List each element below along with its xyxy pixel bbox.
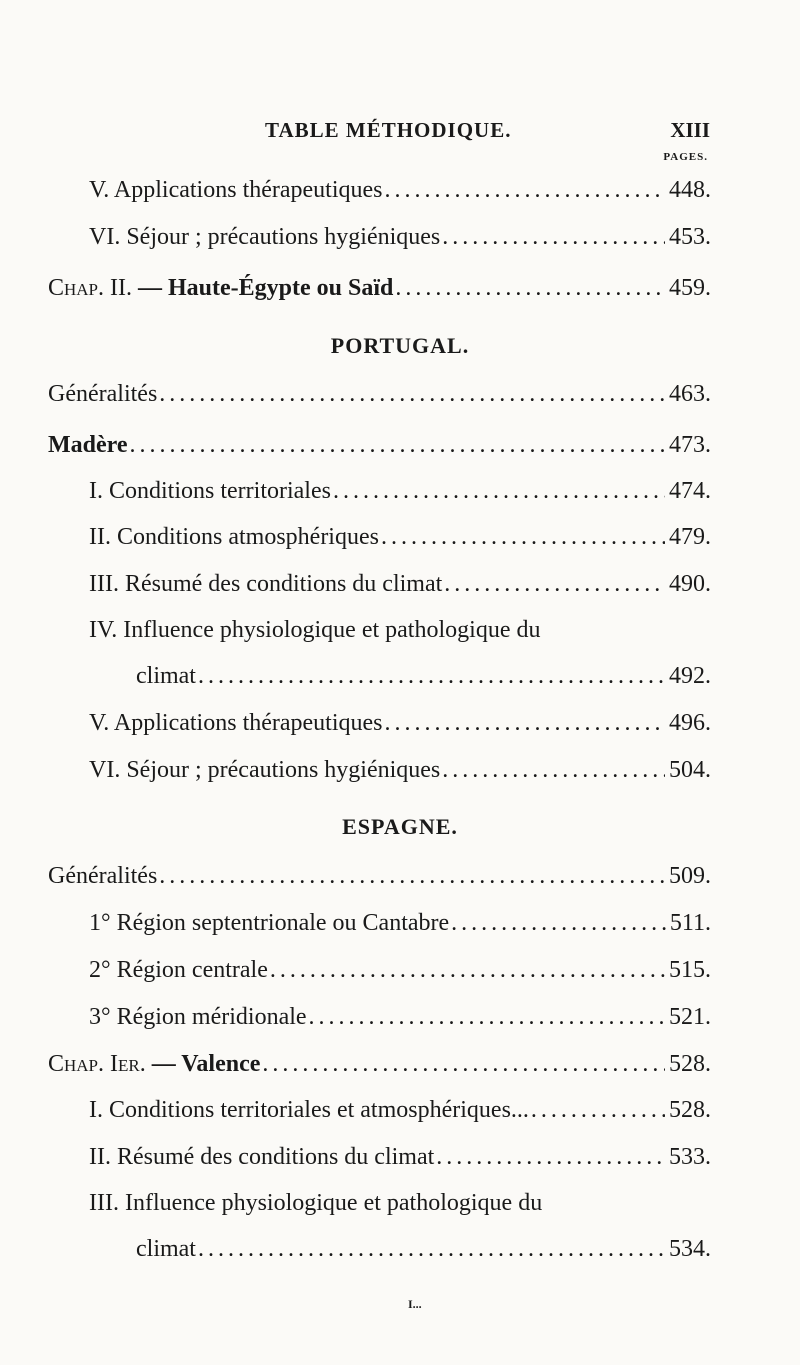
- entry-label: — Haute-Égypte ou Saïd: [132, 275, 394, 301]
- entry-page: 448.: [669, 177, 711, 203]
- entry-label: V. Applications thérapeutiques: [89, 177, 383, 203]
- section-heading-portugal: PORTUGAL.: [330, 333, 470, 358]
- toc-entry: [89, 1144, 711, 1171]
- entry-label: III. Résumé des conditions du climat: [89, 571, 443, 597]
- toc-chapter-entry: [48, 275, 711, 302]
- entry-page: 459.: [669, 275, 711, 301]
- entry-label: Généralités: [48, 381, 158, 407]
- entry-page: 479.: [669, 524, 711, 550]
- entry-label: III. Influence physiologique et pathologique du: [89, 1190, 543, 1216]
- entry-page: 496.: [669, 710, 711, 736]
- signature-mark: I...: [408, 1297, 422, 1311]
- entry-page: 528.: [669, 1097, 711, 1123]
- entry-label: II. Conditions atmosphériques: [89, 524, 379, 550]
- entry-label: I. Conditions territoriales: [89, 478, 331, 504]
- entry-page: 521.: [669, 1004, 711, 1030]
- entry-label: — Valence: [145, 1051, 261, 1077]
- entry-page: 463.: [669, 381, 711, 407]
- entry-page: 473.: [669, 432, 711, 458]
- entry-label: V. Applications thérapeutiques: [89, 710, 383, 736]
- toc-entry: [89, 1097, 711, 1124]
- section-heading-espagne: ESPAGNE.: [342, 814, 458, 839]
- entry-label: VI. Séjour ; précautions hygiéniques: [89, 224, 441, 250]
- entry-page: 534.: [669, 1236, 711, 1262]
- entry-page: 474.: [669, 478, 711, 504]
- running-title: TABLE MÉTHODIQUE.: [265, 118, 512, 142]
- toc-entry: [48, 381, 711, 408]
- toc-entry: [89, 910, 711, 937]
- entry-page: 490.: [669, 571, 711, 597]
- entry-page: 511.: [669, 910, 711, 936]
- toc-entry: [89, 224, 711, 251]
- toc-entry: [89, 757, 711, 784]
- entry-label: I. Conditions territoriales et atmosphériques...: [89, 1097, 529, 1123]
- entry-label: climat: [136, 663, 196, 689]
- toc-entry: [89, 524, 711, 551]
- toc-entry: [136, 1236, 711, 1263]
- toc-entry: [136, 663, 711, 690]
- toc-entry: [48, 432, 711, 459]
- entry-page: 509.: [669, 863, 711, 889]
- toc-entry: [89, 957, 711, 984]
- toc-entry: [48, 863, 711, 890]
- toc-chapter-entry: [48, 1051, 711, 1078]
- entry-page: 528.: [669, 1051, 711, 1077]
- chapter-label: Chap. Ier.: [48, 1051, 146, 1077]
- toc-entry: [89, 177, 711, 204]
- toc-entry: [89, 478, 711, 505]
- entry-label: 2° Région centrale: [89, 957, 268, 983]
- entry-label: 3° Région méridionale: [89, 1004, 307, 1030]
- entry-label: climat: [136, 1236, 196, 1262]
- entry-label: II. Résumé des conditions du climat: [89, 1144, 435, 1170]
- entry-page: 453.: [669, 224, 711, 250]
- running-header: [265, 118, 710, 144]
- page-folio: XIII: [670, 118, 710, 142]
- pages-column-label: PAGES.: [663, 151, 708, 163]
- entry-page: 492.: [669, 663, 711, 689]
- chapter-label: Chap. II.: [48, 275, 133, 301]
- toc-entry: [89, 710, 711, 737]
- toc-entry: [89, 1004, 711, 1031]
- entry-page: 533.: [669, 1144, 711, 1170]
- entry-label: Généralités: [48, 863, 158, 889]
- entry-label: IV. Influence physiologique et pathologique du: [89, 617, 541, 643]
- entry-label: 1° Région septentrionale ou Cantabre: [89, 910, 450, 936]
- entry-label: VI. Séjour ; précautions hygiéniques: [89, 757, 441, 783]
- entry-page: 504.: [669, 757, 711, 783]
- entry-page: 515.: [669, 957, 711, 983]
- toc-entry: [89, 571, 711, 598]
- entry-label: Madère: [48, 432, 128, 458]
